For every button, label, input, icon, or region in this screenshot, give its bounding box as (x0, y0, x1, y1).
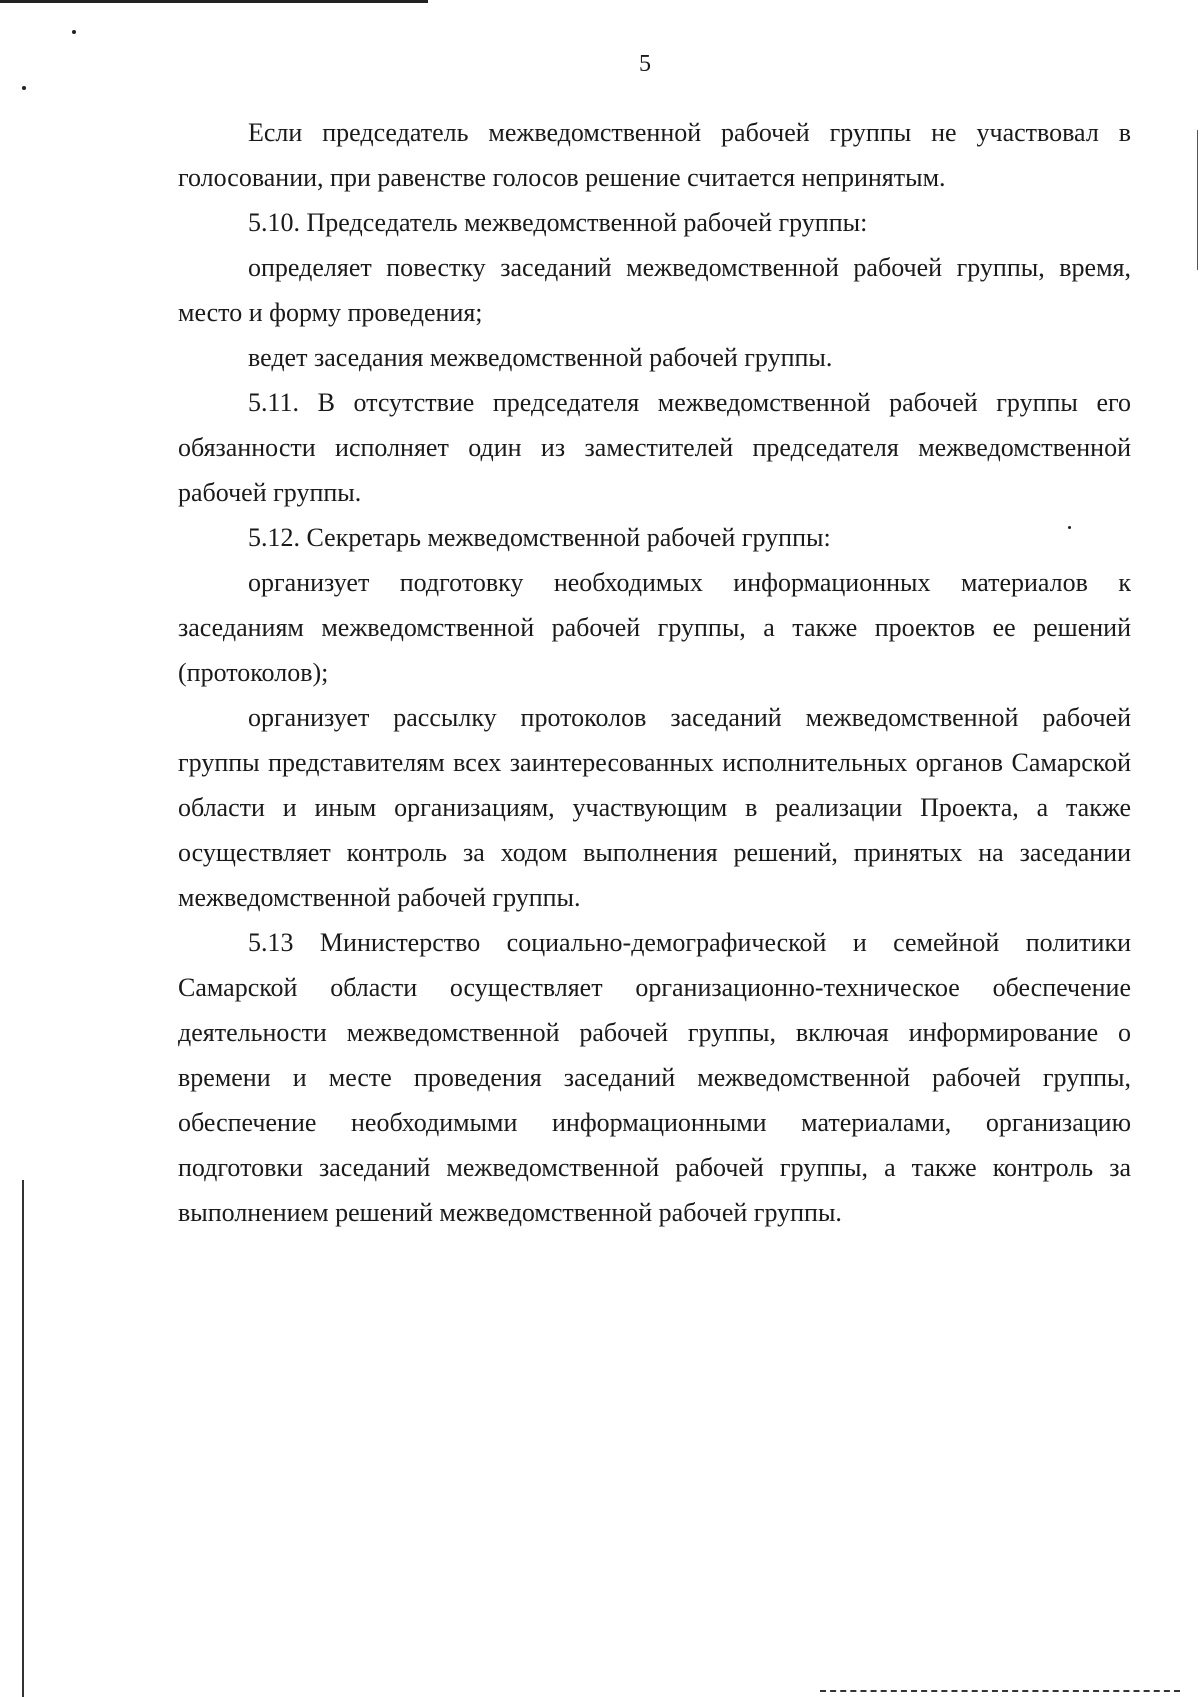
scan-edge-line (1197, 130, 1198, 270)
scan-speck (22, 86, 26, 90)
paragraph: 5.12. Секретарь межведомственной рабочей группы: (248, 523, 831, 552)
paragraph: ведет заседания межведомственной рабочей группы. (248, 343, 833, 372)
paragraph: определяет повестку заседаний межведомственной рабочей группы, время, место и форму проведения; (178, 253, 1131, 327)
scan-edge-line (0, 0, 428, 3)
scan-edge-line (22, 1180, 24, 1697)
page-number: 5 (639, 51, 651, 77)
scan-edge-line (820, 1690, 1180, 1692)
paragraph: организует рассылку протоколов заседаний межведомственной рабочей группы представителям всех заинтересованных исполнительных органов Самарской области и иным организациям, участвующим в реализации Проекта, а также осуществляет контроль за ходом выполнения решений, принятых на заседании межведомственной рабочей группы. (178, 703, 1131, 912)
document-body (178, 110, 1131, 1235)
scan-speck (72, 30, 76, 34)
paragraph: 5.13 Министерство социально-демографической и семейной политики Самарской области осуществляет организационно-техническое обеспечение деятельности межведомственной рабочей группы, включая информирование о времени и месте проведения заседаний межведомственной рабочей группы, обеспечение необходимыми информационными материалами, организацию подготовки заседаний межведомственной рабочей группы, а также контроль за выполнением решений межведомственной рабочей группы. (178, 928, 1131, 1227)
paragraph: организует подготовку необходимых информационных материалов к заседаниям межведомственной рабочей группы, а также проектов ее решений (протоколов); (178, 568, 1131, 687)
paragraph: 5.10. Председатель межведомственной рабочей группы: (248, 208, 868, 237)
paragraph: Если председатель межведомственной рабочей группы не участвовал в голосовании, при равенстве голосов решение считается непринятым. (178, 118, 1131, 192)
paragraph: 5.11. В отсутствие председателя межведомственной рабочей группы его обязанности исполняет один из заместителей председателя межведомственной рабочей группы. (178, 388, 1131, 507)
